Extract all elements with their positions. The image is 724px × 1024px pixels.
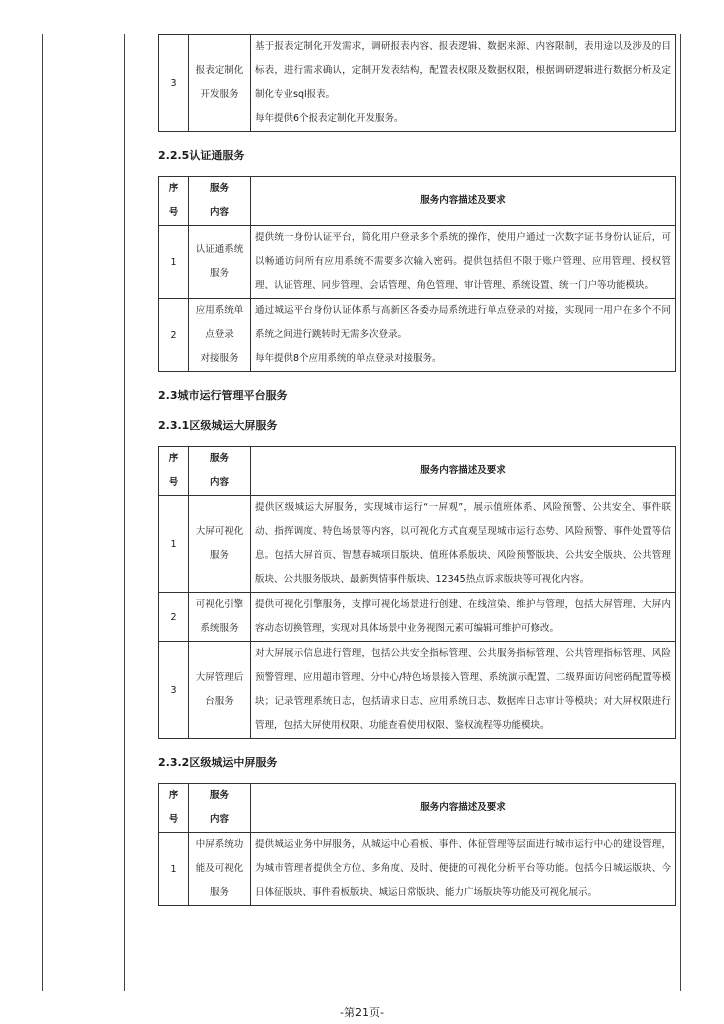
service-name-line: 能及可视化	[195, 863, 244, 874]
description-paragraph: 每年提供6个报表定制化开发服务。	[255, 113, 404, 124]
table-row	[159, 642, 676, 739]
service-name-line: 可视化引擎	[195, 599, 244, 610]
header-line: 内容	[209, 814, 229, 825]
service-name-line: 服务	[209, 550, 229, 561]
service-name	[189, 299, 251, 372]
header-description: 服务内容描述及要求	[251, 784, 676, 833]
service-name-line: 大屏可视化	[195, 526, 244, 537]
mid-screen-service-table	[158, 783, 676, 906]
report-service-table	[158, 34, 676, 132]
header-line: 服务	[209, 790, 229, 801]
row-number: 1	[159, 833, 189, 906]
header-service	[189, 784, 251, 833]
table-row	[159, 299, 676, 372]
service-name-line: 开发服务	[200, 89, 239, 100]
service-name	[189, 593, 251, 642]
page-content	[158, 34, 676, 906]
header-line: 序	[168, 453, 179, 464]
description-paragraph: 提供统一身份认证平台，简化用户登录多个系统的操作，使用户通过一次数字证书身份认证后，可以畅通访问所有应用系统不需要多次输入密码。提供包括但不限于账户管理、应用管理、授权管理、认证管理、同步管理、会话管理、角色管理、审计管理、系统设置、统一门户等功能模块。	[255, 232, 671, 291]
table-header-row	[159, 784, 676, 833]
table-header-row	[159, 177, 676, 226]
header-line: 序	[168, 183, 179, 194]
margin-line-left-outer	[42, 34, 43, 991]
header-description: 服务内容描述及要求	[251, 177, 676, 226]
service-description	[251, 833, 676, 906]
header-line: 号	[168, 207, 179, 218]
header-line: 内容	[209, 207, 229, 218]
description-paragraph: 提供区级城运大屏服务，实现城市运行“一屏观”，展示值班体系、风险预警、公共安全、事件联动、指挥调度、特色场景等内容，以可视化方式直观呈现城市运行态势、风险预警、事件处置等信息。包括大屏首页、智慧春城项目版块、值班体系版块、风险预警版块、公共安全版块、公共管理版块、公共服务版块、最新舆情事件版块、12345热点诉求版块等可视化内容。	[255, 502, 671, 585]
service-name	[189, 833, 251, 906]
header-line: 服务	[209, 453, 229, 464]
description-paragraph: 提供可视化引擎服务，支撑可视化场景进行创建、在线渲染、维护与管理，包括大屏管理、大屏内容动态切换管理，实现对具体场景中业务视图元素可编辑可维护可修改。	[255, 599, 671, 634]
page-number: -第21页-	[340, 1006, 384, 1019]
header-line: 内容	[209, 477, 229, 488]
auth-service-table	[158, 176, 676, 372]
service-name-line: 大屏管理后	[195, 672, 244, 683]
header-line: 号	[168, 814, 179, 825]
row-number: 2	[159, 593, 189, 642]
service-description	[251, 35, 676, 132]
header-line: 号	[168, 477, 179, 488]
table-row	[159, 593, 676, 642]
section-heading-2-3-1: 2.3.1区级城运大屏服务	[158, 419, 278, 432]
table-header-row	[159, 447, 676, 496]
service-name-line: 服务	[209, 887, 229, 898]
header-number	[159, 177, 189, 226]
service-name-line: 服务	[209, 268, 229, 279]
section-heading-2-3-2: 2.3.2区级城运中屏服务	[158, 756, 278, 769]
row-number: 3	[159, 642, 189, 739]
service-description	[251, 226, 676, 299]
section-heading-2-3: 2.3城市运行管理平台服务	[158, 389, 288, 402]
description-paragraph: 通过城运平台身份认证体系与高新区各委办局系统进行单点登录的对接，实现同一用户在多个不同系统之间进行跳转时无需多次登录。	[255, 305, 671, 340]
service-description	[251, 593, 676, 642]
table-row	[159, 35, 676, 132]
description-paragraph: 每年提供8个应用系统的单点登录对接服务。	[255, 353, 442, 364]
row-number: 3	[159, 35, 189, 132]
row-number: 1	[159, 226, 189, 299]
service-description	[251, 496, 676, 593]
margin-line-left-inner	[124, 34, 125, 991]
service-name-line: 中屏系统功	[195, 839, 244, 850]
service-name-line: 报表定制化	[195, 65, 244, 76]
service-name	[189, 642, 251, 739]
description-paragraph: 基于报表定制化开发需求，调研报表内容、报表逻辑、数据来源、内容限制，表用途以及涉及的目标表，进行需求确认，定制开发表结构，配置表权限及数据权限，根据调研逻辑进行数据分析及定制化专业sql报表。	[255, 41, 671, 100]
description-paragraph: 对大屏展示信息进行管理，包括公共安全指标管理、公共服务指标管理、公共管理指标管理、风险预警管理、应用超市管理、分中心/特色场景接入管理、系统演示配置、二级界面访问密码配置等模块；记录管理系统日志，包括请求日志、应用系统日志、数据库日志审计等模块；对大屏权限进行管理，包括大屏使用权限、功能查看使用权限、鉴权流程等功能模块。	[255, 648, 671, 731]
row-number: 1	[159, 496, 189, 593]
section-heading-2-2-5: 2.2.5认证通服务	[158, 149, 245, 162]
service-name-line: 系统服务	[200, 623, 239, 634]
big-screen-service-table	[158, 446, 676, 739]
header-service	[189, 447, 251, 496]
table-row	[159, 496, 676, 593]
service-description	[251, 299, 676, 372]
margin-line-right	[680, 34, 681, 991]
header-service	[189, 177, 251, 226]
row-number: 2	[159, 299, 189, 372]
header-line: 序	[168, 790, 179, 801]
header-number	[159, 447, 189, 496]
service-name-line: 点登录	[205, 329, 234, 340]
header-line: 服务	[209, 183, 229, 194]
service-name	[189, 226, 251, 299]
service-name	[189, 35, 251, 132]
service-name-line: 认证通系统	[195, 244, 244, 255]
service-name-line: 台服务	[205, 696, 234, 707]
table-row	[159, 226, 676, 299]
description-paragraph: 提供城运业务中屏服务，从城运中心看板、事件、体征管理等层面进行城市运行中心的建设管理，为城市管理者提供全方位、多角度、及时、便捷的可视化分析平台等功能。包括今日城运版块、今日体征版块、事件看板版块、城运日常版块、能力广场版块等功能及可视化展示。	[255, 839, 671, 898]
header-description: 服务内容描述及要求	[251, 447, 676, 496]
service-description	[251, 642, 676, 739]
service-name	[189, 496, 251, 593]
table-row	[159, 833, 676, 906]
service-name-line: 应用系统单	[195, 305, 244, 316]
header-number	[159, 784, 189, 833]
service-name-line: 对接服务	[200, 353, 239, 364]
